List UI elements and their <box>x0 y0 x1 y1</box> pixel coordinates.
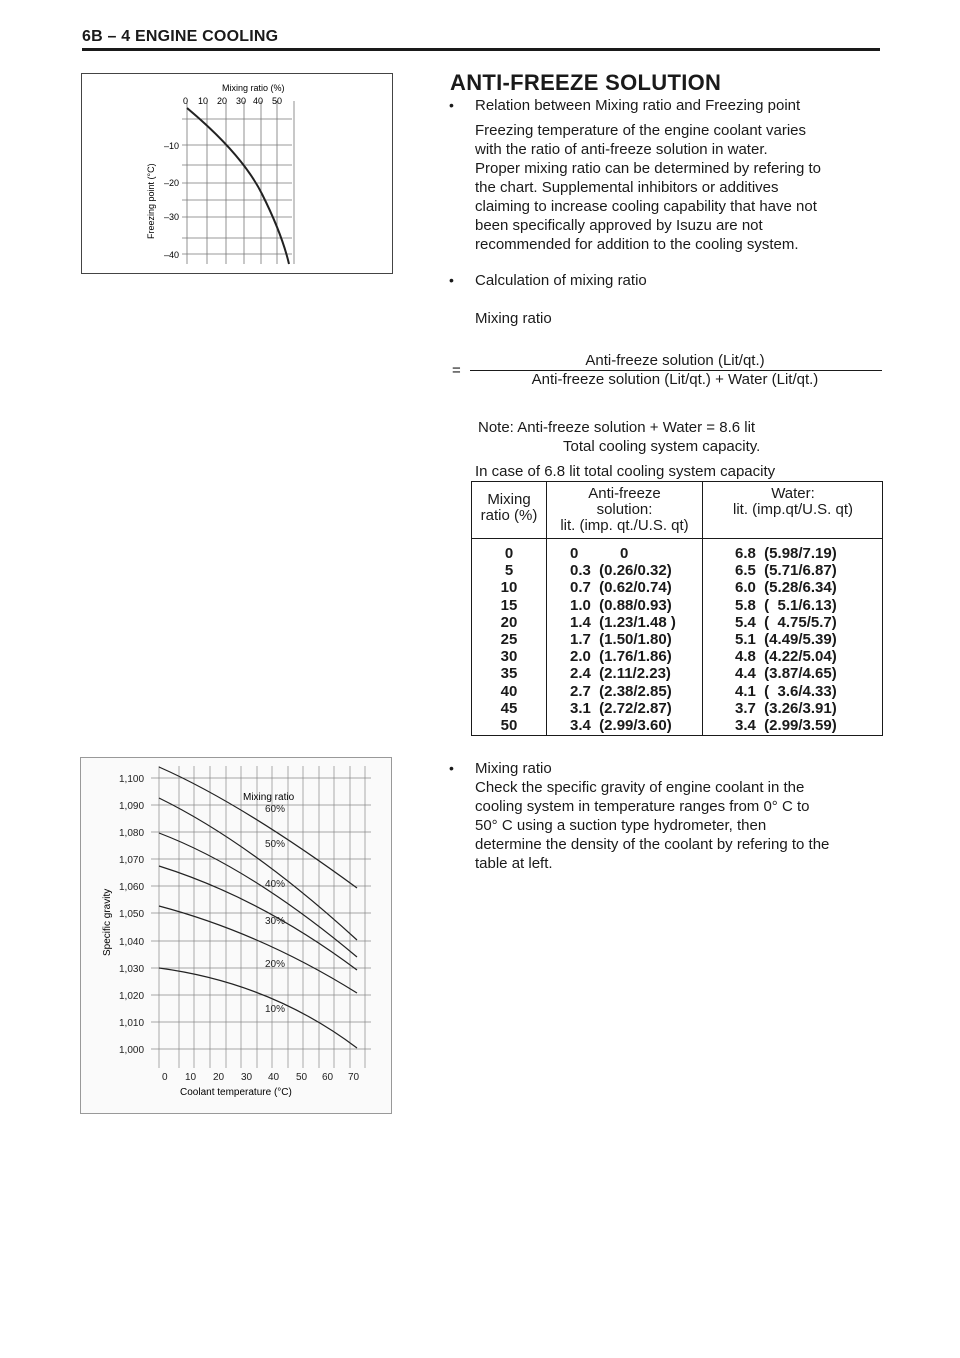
gravity-x-tick: 20 <box>213 1072 225 1083</box>
table-divider <box>702 482 703 735</box>
freezing-y-ticks <box>164 141 179 260</box>
gravity-y-tick: 1,020 <box>119 991 145 1002</box>
table-cell: 5 <box>504 562 514 580</box>
bullet1-line: Freezing temperature of the engine coolant varies <box>475 122 807 139</box>
freezing-grid <box>182 101 294 264</box>
mixing-ratio-label: Mixing ratio <box>475 310 552 327</box>
gravity-y-tick: 1,050 <box>119 909 145 920</box>
freezing-y-tick: –30 <box>164 212 180 222</box>
gravity-y-tick: 1,060 <box>119 882 145 893</box>
th-mixing-line: ratio (%) <box>480 507 538 524</box>
table-cell: 1.0 (0.88/0.93) <box>570 596 672 614</box>
bullet2-title: Calculation of mixing ratio <box>475 272 647 289</box>
freezing-x-tick: 50 <box>272 96 283 106</box>
bullet1-line: been specifically approved by Isuzu are not <box>475 217 763 234</box>
bullet1-line: the chart. Supplemental inhibitors or additives <box>475 179 779 196</box>
table-cell: 1.4 (1.23/1.48 ) <box>570 613 676 631</box>
th-antifreeze <box>547 486 702 534</box>
table-cell: 0 0 <box>570 545 629 562</box>
curve-label: 10% <box>265 1004 286 1015</box>
note-line2: Total cooling system capacity. <box>563 438 761 455</box>
table-cell: 20 <box>500 613 518 631</box>
th-antifreeze-line: Anti-freeze <box>588 485 661 502</box>
freezing-y-tick: –20 <box>164 178 180 188</box>
gravity-y-tick: 1,090 <box>119 801 145 812</box>
page-header: 6B – 4 ENGINE COOLING <box>82 28 279 45</box>
table-caption: In case of 6.8 lit total cooling system capacity <box>475 463 776 480</box>
gravity-x-tick: 60 <box>322 1072 334 1083</box>
table-cell: 40 <box>500 682 518 700</box>
freezing-x-ticks <box>183 96 282 106</box>
gravity-xlabel: Coolant temperature (°C) <box>180 1087 292 1098</box>
specific-gravity-chart <box>80 757 392 1114</box>
gravity-x-tick: 70 <box>348 1072 360 1083</box>
table-cell: 5.8 ( 5.1/6.13) <box>735 596 837 614</box>
curve-label: 40% <box>265 879 286 890</box>
freezing-y-tick: –40 <box>164 250 180 260</box>
bullet3-line: determine the density of the coolant by refering to the <box>475 836 830 853</box>
gravity-x-tick: 0 <box>162 1072 168 1083</box>
freezing-curve <box>187 108 289 264</box>
section-title: ANTI-FREEZE SOLUTION <box>450 70 722 95</box>
freezing-point-chart-svg <box>82 74 392 273</box>
table-cell: 35 <box>500 665 518 683</box>
bullet1-line: Proper mixing ratio can be determined by refering to <box>475 160 822 177</box>
bullet3-title: Mixing ratio <box>475 760 552 777</box>
note-line1: Note: Anti-freeze solution + Water = 8.6 lit <box>478 419 756 436</box>
th-antifreeze-line: lit. (imp. qt./U.S. qt) <box>560 517 689 534</box>
table-cell: 6.0 (5.28/6.34) <box>735 579 837 597</box>
gravity-legend-title: Mixing ratio <box>243 792 295 803</box>
table-cell: 50 <box>500 716 518 734</box>
table-cell: 6.5 (5.71/6.87) <box>735 562 837 580</box>
mixing-table <box>471 481 883 736</box>
gravity-y-tick: 1,100 <box>119 774 145 785</box>
th-water <box>703 486 883 518</box>
freezing-x-tick: 20 <box>217 96 228 106</box>
freezing-x-tick: 30 <box>236 96 247 106</box>
th-mixing-line: Mixing <box>487 491 531 508</box>
table-header-rule <box>472 538 882 539</box>
gravity-y-tick: 1,040 <box>119 937 145 948</box>
freezing-x-tick: 0 <box>183 96 189 106</box>
fraction-denominator: Anti-freeze solution (Lit/qt.) + Water (Lit/qt.) <box>531 371 819 388</box>
table-cell: 4.8 (4.22/5.04) <box>735 648 837 666</box>
curve-label: 30% <box>265 916 286 927</box>
gravity-x-tick: 10 <box>185 1072 197 1083</box>
table-cell: 2.4 (2.11/2.23) <box>570 665 671 683</box>
freezing-ylabel: Freezing point (°C) <box>146 163 156 239</box>
bullet-dot: • <box>449 760 454 776</box>
th-water-line: Water: <box>771 485 815 502</box>
th-mixing <box>472 492 546 524</box>
th-water-line: lit. (imp.qt/U.S. qt) <box>732 501 854 518</box>
specific-gravity-chart-svg <box>81 758 391 1113</box>
bullet1-line: recommended for addition to the cooling system. <box>475 236 799 253</box>
bullet3-line: table at left. <box>475 855 553 872</box>
col-ratio <box>472 545 546 734</box>
header-rule <box>82 48 880 51</box>
th-antifreeze-line: solution: <box>596 501 653 518</box>
table-cell: 15 <box>500 596 518 614</box>
bullet-dot: • <box>449 272 454 288</box>
table-cell: 5.1 (4.49/5.39) <box>735 630 837 648</box>
freezing-point-chart <box>81 73 393 274</box>
bullet-dot: • <box>449 97 454 113</box>
bullet1-line: claiming to increase cooling capability that have not <box>475 198 817 215</box>
table-cell: 1.7 (1.50/1.80) <box>570 630 672 648</box>
table-cell: 3.7 (3.26/3.91) <box>735 699 837 717</box>
col-antifreeze <box>570 545 700 734</box>
table-cell: 0.3 (0.26/0.32) <box>570 562 672 580</box>
bullet1-line: with the ratio of anti-freeze solution in water. <box>475 141 768 158</box>
table-cell: 0 <box>504 545 514 562</box>
gravity-x-tick: 50 <box>296 1072 308 1083</box>
gravity-x-tick: 30 <box>241 1072 253 1083</box>
table-cell: 0.7 (0.62/0.74) <box>570 579 672 597</box>
bullet3-line: cooling system in temperature ranges from 0° C to <box>475 798 810 815</box>
equals-sign: = <box>452 362 461 379</box>
table-cell: 2.7 (2.38/2.85) <box>570 682 672 700</box>
freezing-x-tick: 10 <box>198 96 209 106</box>
gravity-y-tick: 1,080 <box>119 828 145 839</box>
curve-label: 50% <box>265 839 286 850</box>
table-cell: 5.4 ( 4.75/5.7) <box>735 613 837 631</box>
gravity-x-tick: 40 <box>268 1072 280 1083</box>
bullet1-title: Relation between Mixing ratio and Freezing point <box>475 97 801 114</box>
gravity-ylabel: Specific gravity <box>102 888 113 956</box>
gravity-y-tick: 1,070 <box>119 855 145 866</box>
table-cell: 4.1 ( 3.6/4.33) <box>735 682 837 700</box>
table-cell: 4.4 (3.87/4.65) <box>735 665 837 683</box>
table-cell: 3.4 (2.99/3.59) <box>735 716 837 734</box>
gravity-y-tick: 1,010 <box>119 1018 145 1029</box>
freezing-x-tick: 40 <box>253 96 264 106</box>
table-cell: 30 <box>500 648 518 666</box>
gravity-y-tick: 1,000 <box>119 1045 145 1056</box>
table-cell: 2.0 (1.76/1.86) <box>570 648 672 666</box>
table-cell: 3.4 (2.99/3.60) <box>570 716 672 734</box>
table-cell: 3.1 (2.72/2.87) <box>570 699 672 717</box>
fraction-numerator: Anti-freeze solution (Lit/qt.) <box>585 352 765 369</box>
table-cell: 25 <box>500 630 518 648</box>
freezing-top-label: Mixing ratio (%) <box>222 83 285 93</box>
curve-label: 60% <box>265 804 286 815</box>
bullet3-body <box>475 778 829 873</box>
table-cell: 10 <box>500 579 518 597</box>
table-cell: 45 <box>500 699 518 717</box>
bullet3-line: Check the specific gravity of engine coolant in the <box>475 779 805 796</box>
table-cell: 6.8 (5.98/7.19) <box>735 545 837 562</box>
bullet3-line: 50° C using a suction type hydrometer, then <box>475 817 767 834</box>
bullet1-body <box>475 121 821 254</box>
curve-label: 20% <box>265 959 286 970</box>
gravity-y-tick: 1,030 <box>119 964 145 975</box>
freezing-y-tick: –10 <box>164 141 180 151</box>
col-water <box>735 545 880 734</box>
